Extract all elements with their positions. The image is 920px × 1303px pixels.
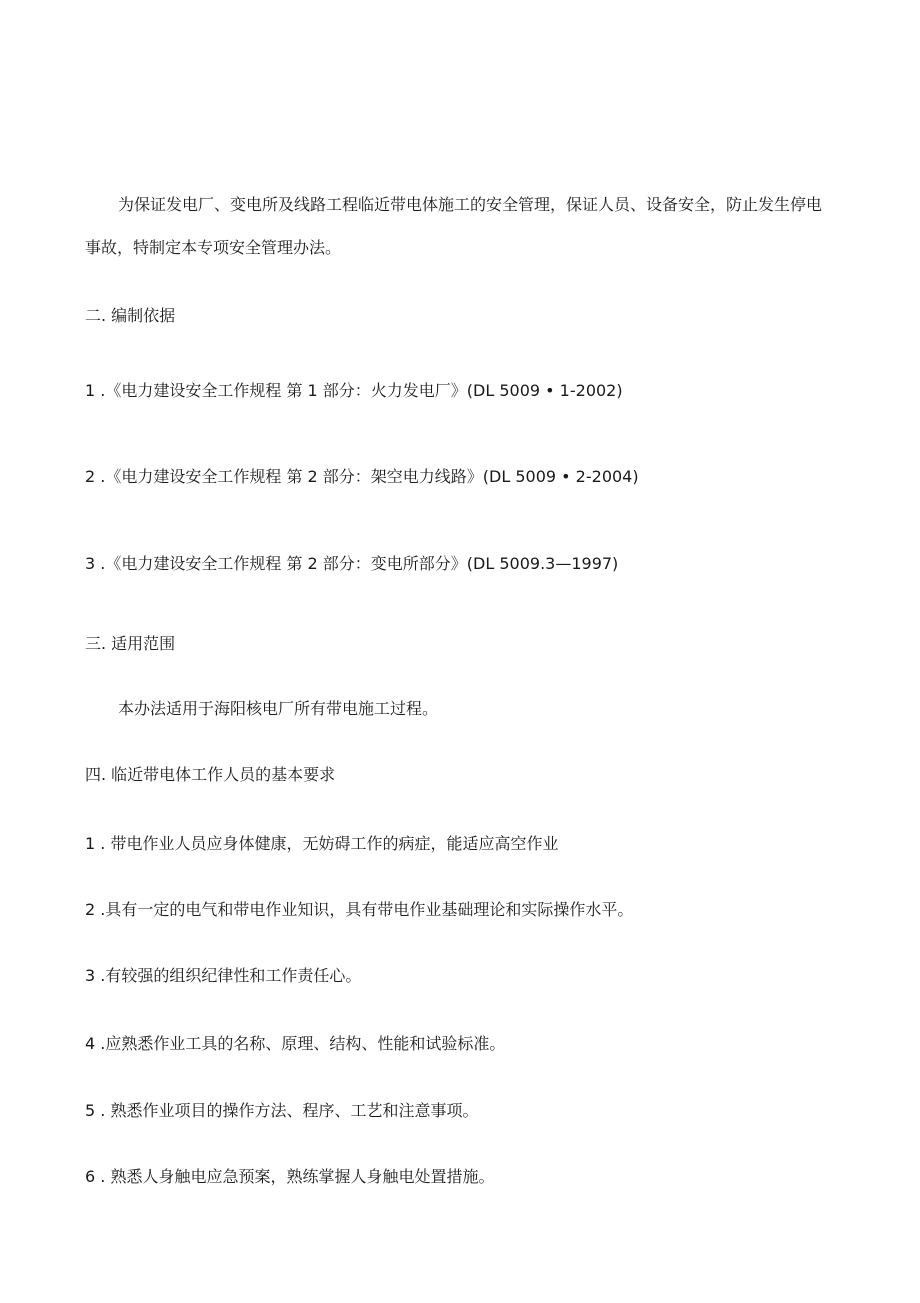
requirement-item-2: 2 .具有一定的电气和带电作业知识，具有带电作业基础理论和实际操作水平。	[85, 900, 634, 919]
scope-paragraph: 本办法适用于海阳核电厂所有带电施工过程。	[118, 699, 439, 718]
section-heading-scope: 三. 适用范围	[85, 634, 176, 653]
requirement-item-3: 3 .有较强的组织纪律性和工作责任心。	[85, 966, 362, 985]
section-heading-basis: 二. 编制依据	[85, 306, 176, 325]
requirement-item-5: 5 . 熟悉作业项目的操作方法、程序、工艺和注意事项。	[85, 1101, 479, 1120]
reference-item-3: 3 .《电力建设安全工作规程 第 2 部分：变电所部分》(DL 5009.3—1997)	[85, 554, 619, 573]
intro-paragraph-line-1: 为保证发电厂、变电所及线路工程临近带电体施工的安全管理，保证人员、设备安全，防止发生停电	[118, 195, 823, 214]
reference-item-2: 2 .《电力建设安全工作规程 第 2 部分：架空电力线路》(DL 5009 • 2-2004)	[85, 467, 639, 486]
intro-paragraph-line-2: 事故，特制定本专项安全管理办法。	[85, 238, 342, 257]
reference-item-1: 1 .《电力建设安全工作规程 第 1 部分：火力发电厂》(DL 5009 • 1-2002)	[85, 381, 623, 400]
requirement-item-4: 4 .应熟悉作业工具的名称、原理、结构、性能和试验标准。	[85, 1034, 506, 1053]
section-heading-requirements: 四. 临近带电体工作人员的基本要求	[85, 765, 336, 784]
requirement-item-6: 6 . 熟悉人身触电应急预案，熟练掌握人身触电处置措施。	[85, 1167, 495, 1186]
requirement-item-1: 1 . 带电作业人员应身体健康，无妨碍工作的病症，能适应高空作业	[85, 834, 559, 853]
